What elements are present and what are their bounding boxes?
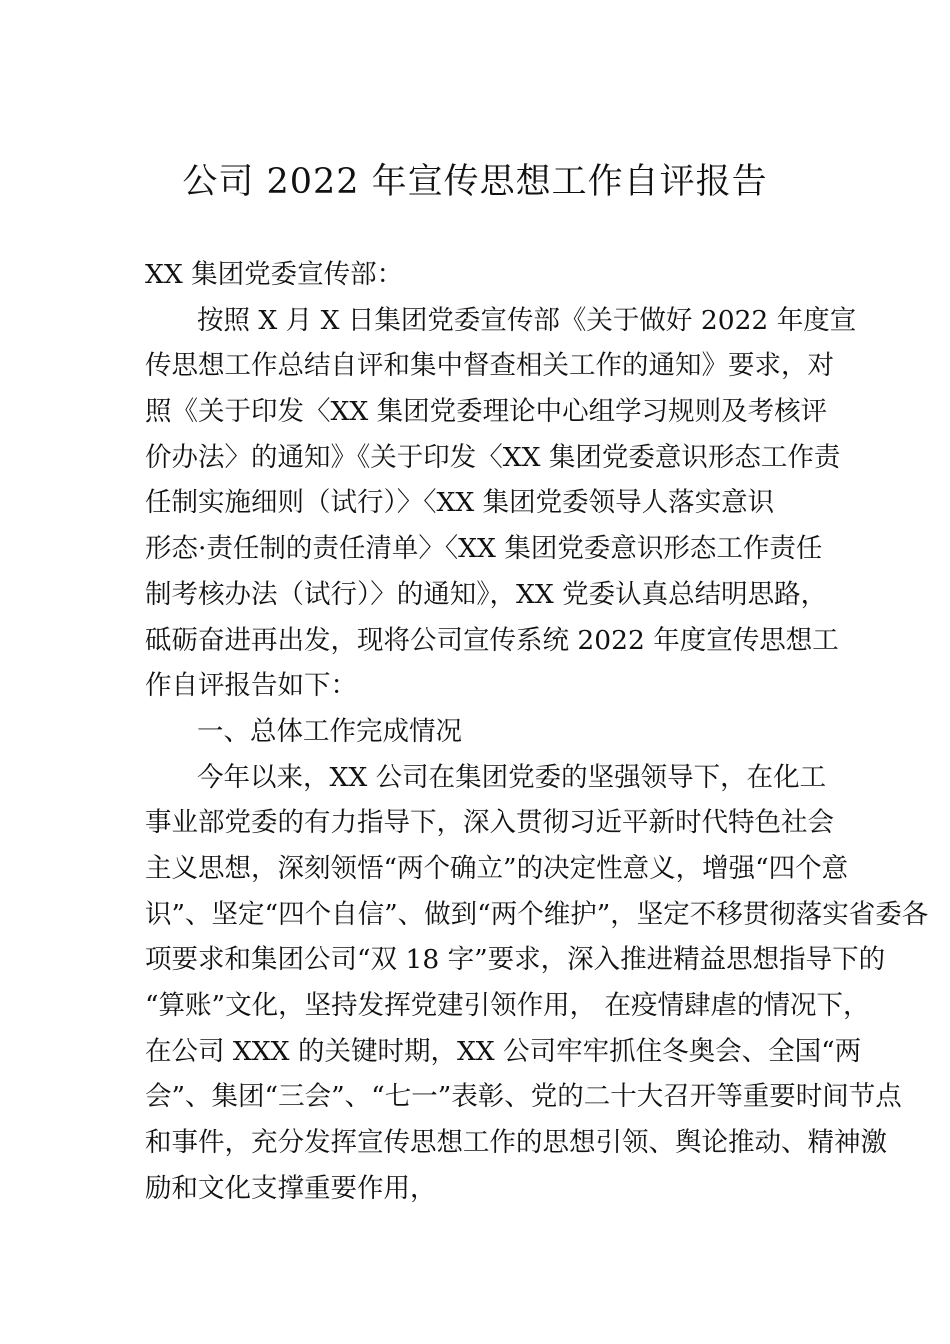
paragraph-line: 今年以来，XX 公司在集团党委的坚强领导下，在化工: [197, 761, 827, 793]
paragraph-line: 制考核办法（试行）〉的通知》，XX 党委认真总结明思路，: [145, 578, 828, 610]
paragraph-line: 形态·责任制的责任清单〉〈XX 集团党委意识形态工作责任: [145, 533, 823, 565]
paragraph-line: 和事件，充分发挥宣传思想工作的思想引领、舆论推动、精神激: [145, 1127, 887, 1159]
paragraph-line: 会”、集团“三会”、“七一”表彰、党的二十大召开等重要时间节点: [145, 1081, 902, 1113]
paragraph-line: 励和文化支撑重要作用，: [145, 1172, 437, 1204]
paragraph-line: 照《关于印发〈XX 集团党委理论中心组学习规则及考核评: [145, 396, 828, 428]
paragraph-line: 按照 X 月 X 日集团党委宣传部《关于做好 2022 年度宣: [197, 304, 857, 336]
paragraph-line: “算账”文化，坚持发挥党建引领作用， 在疫情肆虐的情况下，: [145, 990, 870, 1021]
document-title: 公司 2022 年宣传思想工作自评报告: [182, 162, 768, 202]
paragraph-line: 传思想工作总结自评和集中督查相关工作的通知》要求，对: [145, 350, 834, 382]
salutation-line: XX 集团党委宣传部：: [145, 259, 404, 290]
paragraph-line: 作自评报告如下：: [145, 670, 357, 702]
section-heading: 一、总体工作完成情况: [197, 715, 462, 747]
paragraph-line: 在公司 XXX 的关键时期，XX 公司牢牢抓住冬奥会、全国“两: [145, 1035, 862, 1067]
document-body: [145, 252, 929, 1211]
paragraph-line: 砥砺奋进再出发，现将公司宣传系统 2022 年度宣传思想工: [145, 624, 839, 656]
paragraph-line: 价办法〉的通知》《关于印发〈XX 集团党委意识形态工作责: [145, 441, 841, 473]
paragraph-line: 识”、坚定“四个自信”、做到“两个维护”，坚定不移贯彻落实省委各: [145, 898, 929, 930]
paragraph-line: 主义思想，深刻领悟“两个确立”的决定性意义，增强“四个意: [145, 852, 849, 884]
paragraph-line: 任制实施细则（试行）〉〈XX 集团党委领导人落实意识: [145, 487, 775, 519]
paragraph-line: 事业部党委的有力指导下，深入贯彻习近平新时代特色社会: [145, 807, 834, 839]
paragraph-line: 项要求和集团公司“双 18 字”要求，深入推进精益思想指导下的: [145, 944, 886, 976]
